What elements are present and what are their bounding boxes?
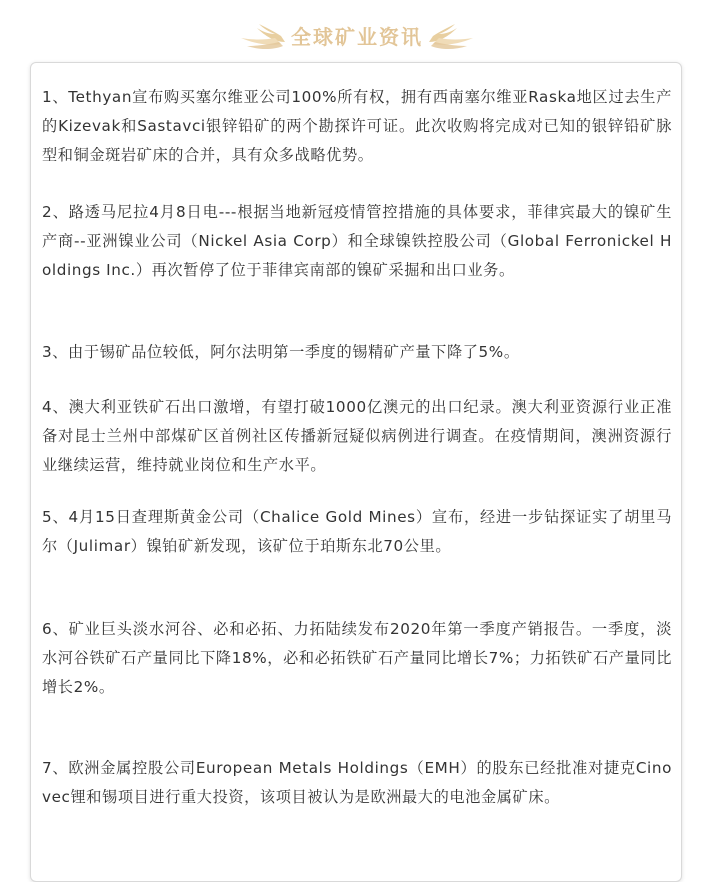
news-item-1: 1、Tethyan宣布购买塞尔维亚公司100%所有权，拥有西南塞尔维亚Raska地区过去生产的Kizevak和Sastavci银锌铅矿的两个勘探许可证。此次收购将完成对已知的银锌铅矿脉型和铜金斑岩矿床的合并，具有众多战略优势。 <box>42 88 672 164</box>
wing-left-icon <box>235 22 287 52</box>
news-item-5: 5、4月15日查理斯黄金公司（Chalice Gold Mines）宣布，经进一步钻探证实了胡里马尔（Julimar）镍铂矿新发现，该矿位于珀斯东北70公里。 <box>42 508 672 555</box>
news-item-7: 7、欧洲金属控股公司European Metals Holdings（EMH）的股东已经批准对捷克Cinovec锂和锡项目进行重大投资，该项目被认为是欧洲最大的电池金属矿床。 <box>42 759 672 806</box>
news-item-2: 2、路透马尼拉4月8日电---根据当地新冠疫情管控措施的具体要求，菲律宾最大的镍矿生产商--亚洲镍业公司（Nickel Asia Corp）和全球镍铁控股公司（Global Ferronickel Holdings Inc.）再次暂停了位于菲律宾南部的镍矿采掘和出口业务。 <box>42 203 672 279</box>
section-header <box>0 14 714 60</box>
news-item-3: 3、由于锡矿品位较低，阿尔法明第一季度的锡精矿产量下降了5%。 <box>42 343 520 361</box>
wing-right-icon <box>427 22 479 52</box>
page-title: 全球矿业资讯 <box>291 25 423 49</box>
news-item-4: 4、澳大利亚铁矿石出口激增，有望打破1000亿澳元的出口纪录。澳大利亚资源行业正准备对昆士兰州中部煤矿区首例社区传播新冠疑似病例进行调查。在疫情期间，澳洲资源行业继续运营，维持就业岗位和生产水平。 <box>42 398 672 474</box>
news-item-6: 6、矿业巨头淡水河谷、必和必拓、力拓陆续发布2020年第一季度产销报告。一季度，淡水河谷铁矿石产量同比下降18%，必和必拓铁矿石产量同比增长7%；力拓铁矿石产量同比增长2%。 <box>42 620 672 696</box>
news-card <box>30 62 682 882</box>
